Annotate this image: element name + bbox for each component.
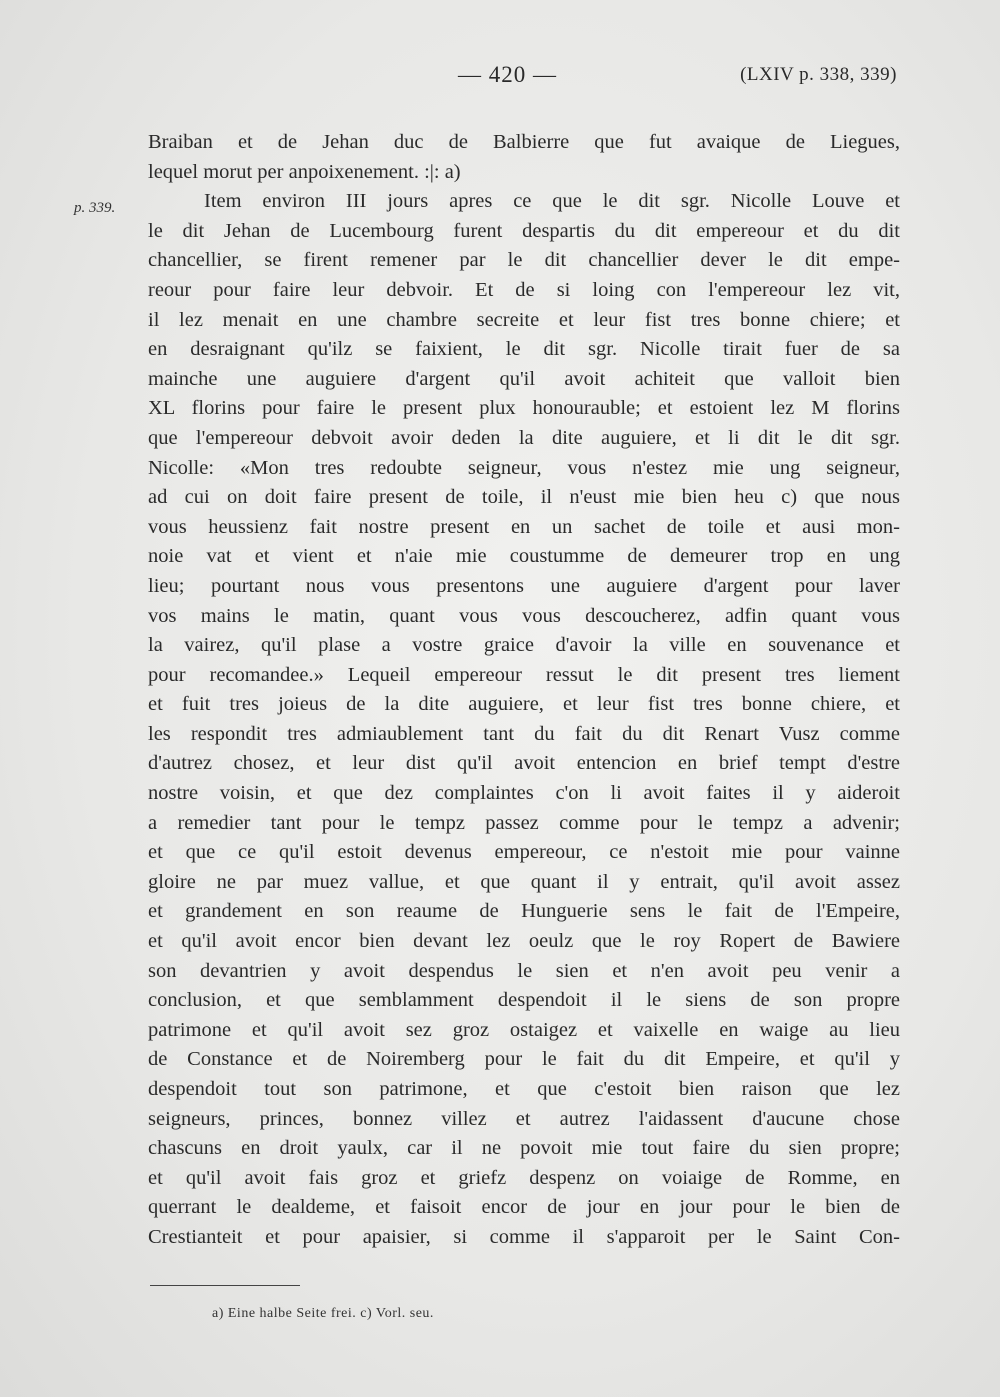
text-line: noie vat et vient et n'aie mie coustumme de demeurer trop en ung — [148, 545, 900, 568]
text-line: le dit Jehan de Lucembourg furent despartis du dit empereour et du dit — [148, 219, 900, 242]
text-line: chancellier, se firent remener par le dit chancellier dever le dit empe- — [148, 249, 900, 272]
text-line: querrant le dealdeme, et faisoit encor de jour en jour pour le bien de — [148, 1196, 900, 1219]
margin-page-reference: p. 339. — [74, 200, 116, 216]
footnotes: a) Eine halbe Seite frei. c) Vorl. seu. — [212, 1306, 434, 1321]
text-line: Braiban et de Jehan duc de Balbierre que fut avaique de Liegues, — [148, 131, 900, 153]
text-line: il lez menait en une chambre secreite et leur fist tres bonne chiere; et — [148, 308, 900, 331]
text-line: et grandement en son reaume de Hunguerie sens le fait de l'Empeire, — [148, 900, 900, 923]
text-line: pour recomandee.» Lequeil empereour ressut le dit present tres liement — [148, 663, 900, 686]
text-line: Crestianteit et pour apaisier, si comme il s'apparoit per le Saint Con- — [148, 1225, 900, 1248]
text-line: et qu'il avoit fais groz et griefz despenz on voiaige de Romme, en — [148, 1166, 900, 1189]
text-line: de Constance et de Noiremberg pour le fait du dit Empeire, et qu'il y — [148, 1048, 900, 1071]
text-line: reour pour faire leur debvoir. Et de si loing con l'empereour lez vit, — [148, 278, 900, 301]
footnote-divider — [150, 1285, 300, 1286]
text-line: chascuns en droit yaulx, car il ne povoit mie tout faire du sien propre; — [148, 1137, 900, 1160]
text-line: conclusion, et que semblamment despendoit il le siens de son propre — [148, 989, 900, 1012]
text-line: XL florins pour faire le present plux honourauble; et estoient lez M florins — [148, 397, 900, 420]
text-line: et qu'il avoit encor bien devant lez oeulz que le roy Ropert de Bawiere — [148, 930, 900, 953]
running-head: (LXIV p. 338, 339) — [740, 64, 897, 85]
text-line: mainche une auguiere d'argent qu'il avoit achiteit que valloit bien — [148, 367, 900, 390]
text-line: vos mains le matin, quant vous vous descoucherez, adfin quant vous — [148, 604, 900, 627]
text-line: patrimone et qu'il avoit sez groz ostaigez et vaixelle en waige au lieu — [148, 1018, 900, 1041]
page-header — [0, 62, 1000, 96]
text-line: et que ce qu'il estoit devenus empereour, ce n'estoit mie pour vainne — [148, 841, 900, 864]
text-line: nostre voisin, et que dez complaintes c'on li avoit faites il y aideroit — [148, 782, 900, 805]
page-number: — 420 — — [458, 62, 557, 87]
text-line: que l'empereour debvoit avoir deden la dite auguiere, et li dit le dit sgr. — [148, 426, 900, 449]
text-line: lieu; pourtant nous vous presentons une auguiere d'argent pour laver — [148, 574, 900, 597]
text-line: Nicolle: «Mon tres redoubte seigneur, vous n'estez mie ung seigneur, — [148, 456, 900, 479]
text-line: la vairez, qu'il plase a vostre graice d'avoir la ville en souvenance et — [148, 634, 900, 657]
text-line: despendoit tout son patrimone, et que c'estoit bien raison que lez — [148, 1078, 900, 1100]
text-line: son devantrien y avoit despendus le sien et n'en avoit peu venir a — [148, 959, 900, 982]
text-line: seigneurs, princes, bonnez villez et autrez l'aidassent d'aucune chose — [148, 1107, 900, 1130]
text-line: gloire ne par muez vallue, et que quant il y entrait, qu'il avoit assez — [148, 870, 900, 893]
text-line: a remedier tant pour le tempz passez comme pour le tempz a advenir; — [148, 811, 900, 834]
text-line: d'autrez chosez, et leur dist qu'il avoit entencion en brief tempt d'estre — [148, 752, 900, 775]
text-line: Item environ III jours apres ce que le dit sgr. Nicolle Louve et — [204, 190, 900, 213]
text-line: lequel morut per anpoixenement. :|: a) — [148, 160, 461, 183]
body-text — [148, 128, 900, 1253]
text-line: et fuit tres joieus de la dite auguiere, et leur fist tres bonne chiere, et — [148, 693, 900, 716]
text-line: en desraignant qu'ilz se faixient, le dit sgr. Nicolle tirait fuer de sa — [148, 338, 900, 361]
text-line: les respondit tres admiaublement tant du fait du dit Renart Vusz comme — [148, 722, 900, 745]
text-line: ad cui on doit faire present de toile, il n'eust mie bien heu c) que nous — [148, 486, 900, 509]
text-line: vous heussienz fait nostre present en un sachet de toile et ausi mon- — [148, 515, 900, 538]
